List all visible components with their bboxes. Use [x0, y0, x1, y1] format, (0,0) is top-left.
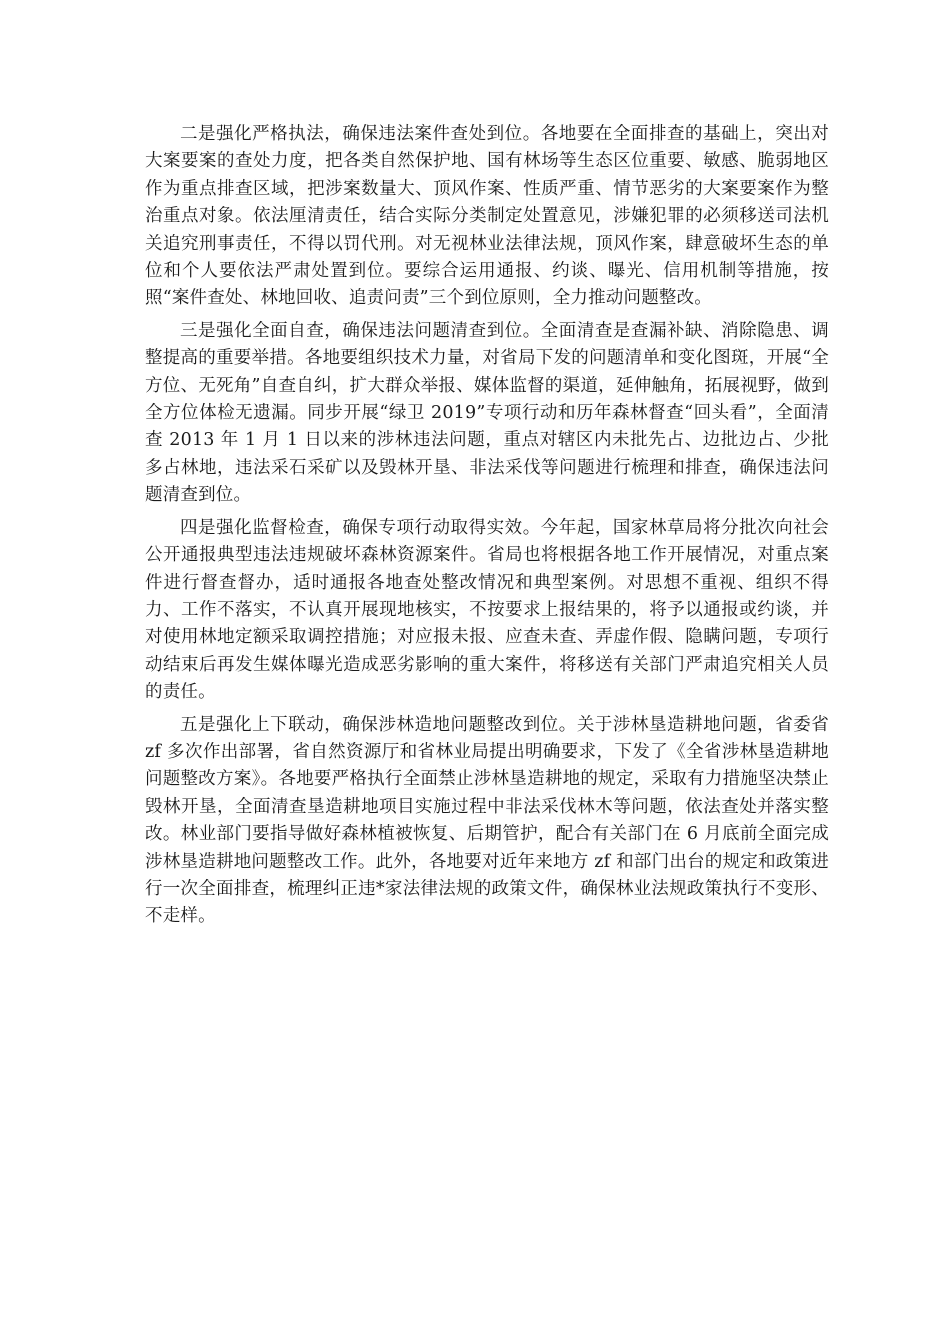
paragraph-supervision: 四是强化监督检查，确保专项行动取得实效。今年起，国家林草局将分批次向社会公开通报典型违法违规破坏森林资源案件。省局也将根据各地工作开展情况，对重点案件进行督查督办，适时通报各地查处整改情况和典型案例。对思想不重视、组织不得力、工作不落实，不认真开展现地核实，不按要求上报结果的，将予以通报或约谈，并对使用林地定额采取调控措施；对应报未报、应查未查、弄虚作假、隐瞒问题，专项行动结束后再发生媒体曝光造成恶劣影响的重大案件，将移送有关部门严肃追究相关人员的责任。: [145, 517, 829, 703]
paragraph-enforcement: 二是强化严格执法，确保违法案件查处到位。各地要在全面排查的基础上，突出对大案要案的查处力度，把各类自然保护地、国有林场等生态区位重要、敏感、脆弱地区作为重点排查区域，把涉案数量大、顶风作案、性质严重、情节恶劣的大案要案作为整治重点对象。依法厘清责任，结合实际分类制定处置意见，涉嫌犯罪的必须移送司法机关追究刑事责任，不得以罚代刑。对无视林业法律法规，顶风作案，肆意破坏生态的单位和个人要依法严肃处置到位。要综合运用通报、约谈、曝光、信用机制等措施，按照“案件查处、林地回收、追责问责”三个到位原则，全力推动问题整改。: [145, 124, 829, 309]
document-body: [145, 121, 829, 936]
paragraph-coordination: 五是强化上下联动，确保涉林造地问题整改到位。关于涉林垦造耕地问题，省委省 zf 多次作出部署，省自然资源厅和省林业局提出明确要求，下发了《全省涉林垦造耕地问题整改方案》。各地要严格执行全面禁止涉林垦造耕地的规定，采取有力措施坚决禁止毁林开垦，全面清查垦造耕地项目实施过程中非法采伐林木等问题，依法查处并落实整改。林业部门要指导做好森林植被恢复、后期管护，配合有关部门在 6 月底前全面完成涉林垦造耕地问题整改工作。此外，各地要对近年来地方 zf 和部门出台的规定和政策进行一次全面排查，梳理纠正违*家法律法规的政策文件，确保林业法规政策执行不变形、不走样。: [145, 714, 829, 927]
paragraph-self-inspection: 三是强化全面自查，确保违法问题清查到位。全面清查是查漏补缺、消除隐患、调整提高的重要举措。各地要组织技术力量，对省局下发的问题清单和变化图斑，开展“全方位、无死角”自查自纠，扩大群众举报、媒体监督的渠道，延伸触角，拓展视野，做到全方位体检无遗漏。同步开展“绿卫 2019”专项行动和历年森林督查“回头看”，全面清查 2013 年 1 月 1 日以来的涉林违法问题，重点对辖区内未批先占、边批边占、少批多占林地，违法采石采矿以及毁林开垦、非法采伐等问题进行梳理和排查，确保违法问题清查到位。: [145, 320, 829, 506]
